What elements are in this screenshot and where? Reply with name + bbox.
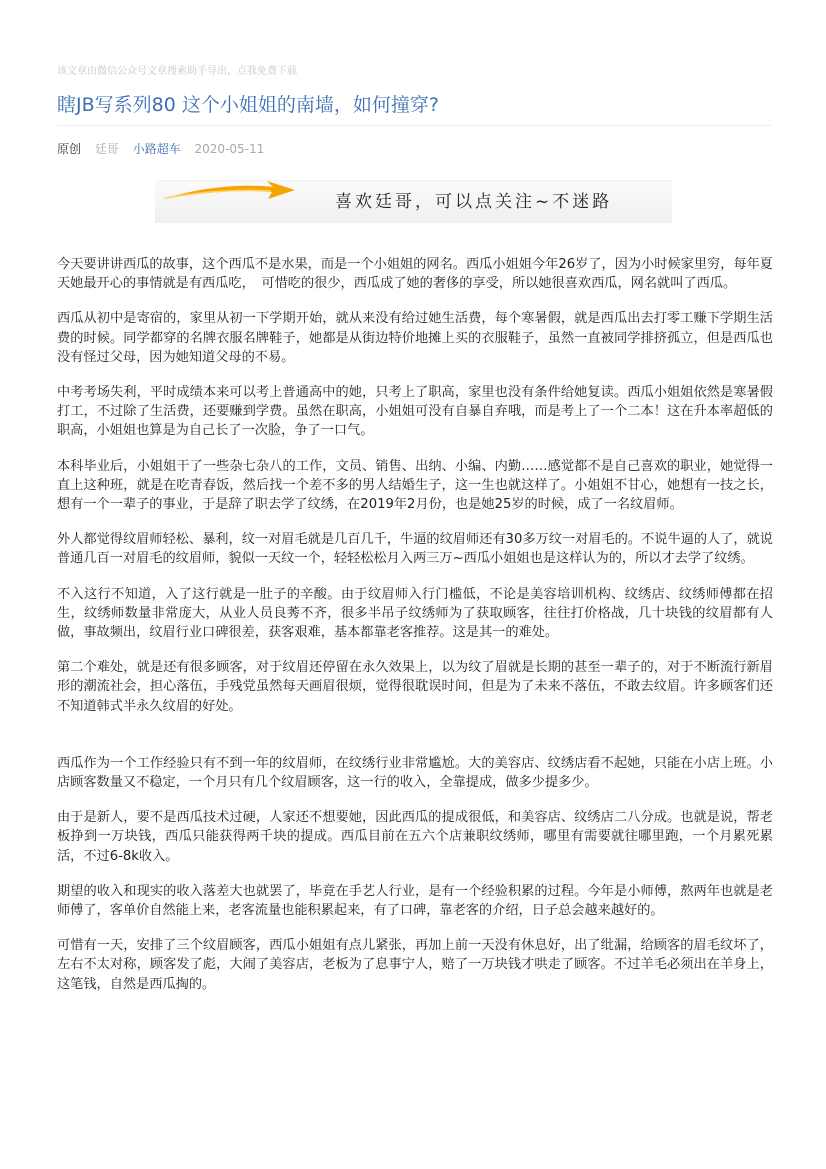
paragraph: 今天要讲讲西瓜的故事，这个西瓜不是水果，而是一个小姐姐的网名。西瓜小姐姐今年26岁了，因为小时候家里穷，每年夏天她最开心的事情就是有西瓜吃， 可惜吃的很少，西瓜成了她的奢侈的享受，所以她很喜欢西瓜，网名就叫了西瓜。 <box>57 257 773 292</box>
banner-text: 喜欢廷哥，可以点关注~不迷路 <box>335 192 613 212</box>
paragraph: 西瓜作为一个工作经验只有不到一年的纹眉师，在纹绣行业非常尴尬。大的美容店、纹绣店看不起她，只能在小店上班。小店顾客数量又不稳定，一个月只有几个纹眉顾客，这一行的收入，全靠提成，做多少提多少。 <box>57 755 773 791</box>
paragraph: 本科毕业后，小姐姐干了一些杂七杂八的工作，文员、销售、出纳、小编、内勤……感觉都不是自己喜欢的职业，她觉得一直上这种班，就是在吃青春饭，然后找一个差不多的男人结婚生子，这一生也就这样了。小姐姐不甘心，她想有一技之长，想有一个一辈子的事业，于是辞了职去学了纹绣，在2019年2月份，也是她25岁的时候，成了一名纹眉师。 <box>57 458 773 513</box>
publish-date: 2020-05-11 <box>194 142 265 156</box>
paragraph: 中考考场失利，平时成绩本来可以考上普通高中的她，只考上了职高，家里也没有条件给她复读。西瓜小姐姐依然是寒暑假打工，不过除了生活费，还要赚到学费。虽然在职高，小姐姐可没有自暴自弃哦，而是考上了一个二本！这在升本率超低的职高，小姐姐也算是为自己长了一次脸，争了一口气。 <box>57 385 773 439</box>
title-divider <box>57 125 771 126</box>
article-body <box>57 255 773 1010</box>
paragraph: 由于是新人，要不是西瓜技术过硬，人家还不想要她，因此西瓜的提成很低，和美容店、纹绣店二八分成。也就是说，帮老板挣到一万块钱，西瓜只能获得两千块的提成。西瓜目前在五六个店兼职纹绣师，哪里有需要就往哪里跑，一个月累死累活，不过6-8k收入。 <box>57 810 773 864</box>
account-name-link[interactable]: 小路超车 <box>132 142 181 156</box>
swoosh-arrow-icon <box>155 181 335 223</box>
article-meta <box>57 141 274 157</box>
paragraph: 外人都觉得纹眉师轻松、暴利，纹一对眉毛就是几百几千，牛逼的纹眉师还有30多万纹一对眉毛的。不说牛逼的人了，就说普通几百一对眉毛的纹眉师，貌似一天纹一个，轻轻松松月入两三万~西瓜小姐姐也是这样认为的，所以才去学了纹绣。 <box>57 532 773 567</box>
paragraph: 第二个难处，就是还有很多顾客，对于纹眉还停留在永久效果上，以为纹了眉就是长期的甚至一辈子的，对于不断流行新眉形的潮流社会，担心落伍，手残党虽然每天画眉很烦，觉得很耽误时间，但是为了未来不落伍，不敢去纹眉。许多顾客们还不知道韩式半永久纹眉的好处。 <box>57 660 773 714</box>
follow-banner <box>155 180 672 223</box>
paragraph: 西瓜从初中是寄宿的，家里从初一下学期开始，就从来没有给过她生活费，每个寒暑假，就是西瓜出去打零工赚下学期生活费的时候。同学都穿的名牌衣服名牌鞋子，她都是从街边特价地摊上买的衣服鞋子，虽然一直被同学排挤孤立，但是西瓜也没有怪过父母，因为她知道父母的不易。 <box>57 311 773 365</box>
article-title: 瞎JB写系列80 这个小姐姐的南墙，如何撞穿? <box>57 94 439 116</box>
author-name: 廷哥 <box>94 142 119 156</box>
original-tag: 原创 <box>57 142 82 156</box>
export-notice[interactable]: 该文章由微信公众号文章搜索助手导出，点我免费下载 <box>57 66 297 77</box>
paragraph: 可惜有一天，安排了三个纹眉顾客，西瓜小姐姐有点儿紧张，再加上前一天没有休息好，出了纰漏，给顾客的眉毛纹坏了，左右不太对称，顾客发了彪，大闹了美容店，老板为了息事宁人，赔了一万块钱才哄走了顾客。不过羊毛必须出在羊身上，这笔钱，自然是西瓜掏的。 <box>57 938 773 992</box>
paragraph: 期望的收入和现实的收入落差大也就罢了，毕竟在手艺人行业，是有一个经验积累的过程。今年是小师傅，熬两年也就是老师傅了，客单价自然能上来，老客流量也能积累起来，有了口碑，靠老客的介绍，日子总会越来越好的。 <box>57 883 773 919</box>
paragraph: 不入这行不知道，入了这行就是一肚子的辛酸。由于纹眉师入行门槛低，不论是美容培训机构、纹绣店、纹绣师傅都在招生，纹绣师数量非常庞大，从业人员良莠不齐，很多半吊子纹绣师为了获取顾客，往往打价格战，几十块钱的纹眉都有人做，事故频出，纹眉行业口碑很差，获客艰难，基本都靠老客推荐。这是其一的难处。 <box>57 586 773 641</box>
